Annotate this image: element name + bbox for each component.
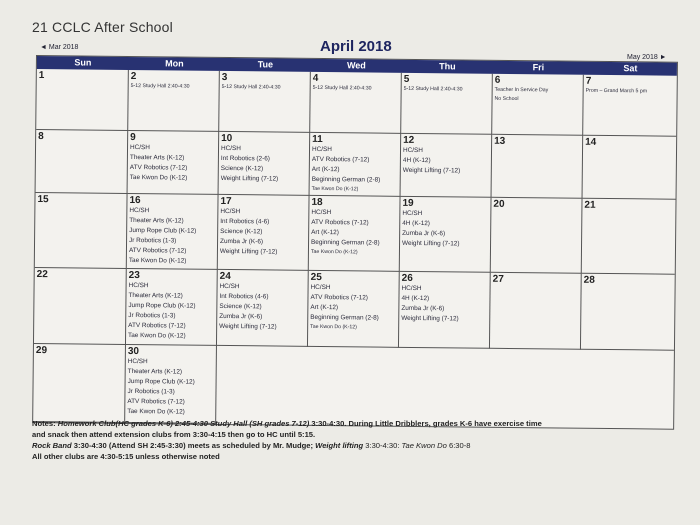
event-item: ATV Robotics (7-12) — [128, 246, 187, 255]
day-cell-6[interactable] — [492, 74, 584, 136]
event-item: Teacher In Service Day — [494, 86, 549, 94]
event-item: 4H (K-12) — [402, 156, 431, 165]
event-item: Weight Lifting (7-12) — [401, 314, 459, 323]
event-item: Tae Kwon Do (K-12) — [310, 248, 358, 256]
empty-cell — [489, 349, 581, 428]
day-cell-19[interactable] — [400, 197, 492, 273]
day-number: 17 — [220, 195, 232, 208]
event-item: Theater Arts (K-12) — [129, 153, 185, 162]
empty-cell — [307, 347, 399, 426]
day-cell-30[interactable] — [125, 345, 217, 424]
event-item: HC/SH — [402, 146, 423, 155]
day-cell-21[interactable] — [582, 199, 676, 275]
day-cell-1[interactable] — [36, 69, 129, 131]
day-cell-22[interactable] — [34, 268, 127, 345]
day-number: 14 — [585, 136, 597, 148]
day-number: 15 — [37, 194, 49, 206]
event-item: Science (K-12) — [220, 164, 264, 173]
event-item: Tae Kwon Do (K-12) — [311, 185, 359, 193]
day-cell-8[interactable] — [36, 130, 129, 194]
event-item: HC/SH — [402, 209, 423, 218]
day-cell-12[interactable] — [401, 134, 493, 198]
event-item: Jr Robotics (1-3) — [128, 311, 176, 320]
day-cell-26[interactable] — [399, 272, 491, 349]
day-cell-27[interactable] — [490, 273, 582, 350]
day-number: 2 — [130, 70, 137, 83]
day-number: 27 — [492, 273, 504, 285]
event-item: Zumba Jr (K-6) — [219, 312, 263, 321]
empty-cell — [580, 350, 674, 429]
day-cell-14[interactable] — [583, 136, 677, 200]
day-number: 9 — [130, 131, 136, 144]
event-item: HC/SH — [220, 207, 241, 216]
event-item: Weight Lifting (7-12) — [219, 322, 277, 331]
event-item: Theater Arts (K-12) — [127, 367, 183, 376]
day-cell-4[interactable] — [310, 72, 402, 134]
tae-kwon-do-label: Tae Kwon Do — [401, 441, 447, 450]
day-cell-24[interactable] — [217, 270, 309, 347]
day-number: 1 — [38, 70, 45, 82]
day-cell-10[interactable] — [219, 132, 311, 196]
notes-line-2-text: and snack then attend extension clubs from 3:30-4:15 then go to HC until 5:15. — [32, 430, 316, 439]
event-item: Beginning German (2-8) — [311, 175, 381, 184]
event-item: Int Robotics (2-6) — [220, 154, 270, 163]
notes-line-1-rest: 3:30-4:30. During Little Dribblers, grades K-6 have exercise time — [309, 419, 542, 428]
event-item: Art (K-12) — [311, 165, 340, 174]
day-number: 3 — [221, 71, 228, 84]
weekday-sun: Sun — [74, 57, 92, 68]
event-item: 5-12 Study Hall 2:40-4:30 — [403, 85, 463, 93]
day-cell-15[interactable] — [35, 193, 128, 269]
event-item: Tae Kwon Do (K-12) — [310, 323, 357, 331]
weekday-mon: Mon — [165, 58, 184, 69]
notes-line-4-text: All other clubs are 4:30-5:15 unless otherwise noted — [32, 452, 220, 461]
event-item: HC/SH — [220, 144, 241, 153]
notes-line-2 — [32, 429, 682, 440]
event-item: HC/SH — [129, 143, 150, 152]
event-item: ATV Robotics (7-12) — [311, 155, 370, 164]
day-number: 19 — [402, 197, 414, 209]
event-item: Jump Rope Club (K-12) — [128, 301, 196, 310]
event-item: Tae Kwon Do (K-12) — [128, 256, 187, 265]
day-number: 12 — [403, 134, 415, 146]
event-item: HC/SH — [311, 208, 332, 217]
day-cell-23[interactable] — [126, 269, 218, 346]
event-item: Tae Kwon Do (K-12) — [129, 173, 188, 182]
day-number: 18 — [311, 196, 323, 209]
event-item: Jump Rope Club (K-12) — [127, 377, 195, 386]
calendar-grid — [32, 55, 678, 430]
event-item: Zumba Jr (K-6) — [220, 237, 264, 246]
event-item: ATV Robotics (7-12) — [127, 397, 185, 406]
day-number: 20 — [493, 198, 505, 210]
day-number: 22 — [36, 269, 48, 281]
event-item: Beginning German (2-8) — [310, 313, 379, 322]
event-item: HC/SH — [127, 357, 148, 366]
weight-lifting-time: 3:30-4:30: — [363, 441, 402, 450]
day-number: 6 — [494, 74, 501, 86]
prev-month-link[interactable]: ◄ Mar 2018 — [40, 44, 79, 51]
day-number: 23 — [128, 269, 140, 282]
event-item: Weight Lifting (7-12) — [402, 166, 461, 175]
event-item: Theater Arts (K-12) — [128, 291, 183, 300]
empty-cell — [398, 348, 490, 427]
event-item: Science (K-12) — [220, 227, 263, 236]
day-cell-29[interactable] — [33, 344, 126, 423]
day-number: 5 — [403, 73, 410, 85]
event-item: Prom – Grand March 5 pm — [585, 87, 648, 95]
event-item: Weight Lifting (7-12) — [219, 247, 278, 256]
event-item: Weight Lifting (7-12) — [402, 239, 460, 248]
day-number: 13 — [494, 135, 506, 147]
day-number: 25 — [310, 271, 322, 284]
weekday-thu: Thu — [439, 61, 456, 72]
day-number: 16 — [129, 194, 141, 207]
day-cell-20[interactable] — [491, 198, 583, 274]
day-cell-17[interactable] — [218, 195, 310, 271]
event-item: Beginning German (2-8) — [311, 238, 380, 247]
event-item: Jump Rope Club (K-12) — [129, 226, 197, 235]
event-item: Tae Kwon Do (K-12) — [127, 407, 185, 416]
tae-kwon-do-time: 6:30-8 — [446, 441, 471, 450]
event-item: Zumba Jr (K-6) — [401, 304, 445, 313]
event-item: Jr Robotics (1-3) — [127, 387, 175, 396]
weight-lifting-label: Weight lifting — [315, 441, 364, 450]
rock-band-label: Rock Band — [32, 441, 72, 450]
day-number: 29 — [35, 345, 48, 357]
notes-section — [32, 418, 682, 462]
event-item: 4H (K-12) — [401, 294, 430, 303]
event-item: 5-12 Study Hall 2:40-4:30 — [130, 82, 190, 90]
notes-line-3 — [32, 440, 682, 451]
event-item: HC/SH — [128, 281, 149, 290]
day-cell-7[interactable] — [583, 75, 677, 137]
day-number: 4 — [312, 72, 319, 84]
event-item: ATV Robotics (7-12) — [310, 293, 368, 302]
day-cell-28[interactable] — [581, 274, 675, 351]
event-item: 4H (K-12) — [402, 219, 430, 228]
event-item: Jr Robotics (1-3) — [129, 236, 177, 245]
day-cell-18[interactable] — [309, 196, 401, 272]
day-number: 26 — [401, 272, 413, 284]
day-number: 24 — [219, 270, 231, 283]
event-item: ATV Robotics (7-12) — [129, 163, 188, 172]
event-item: Weight Lifting (7-12) — [220, 174, 279, 183]
event-item: ATV Robotics (7-12) — [128, 321, 186, 330]
day-number: 10 — [221, 132, 233, 145]
event-item: HC/SH — [311, 145, 332, 154]
weekday-fri: Fri — [532, 62, 545, 73]
day-cell-3[interactable] — [219, 71, 311, 133]
school-title: 21 CCLC After School — [32, 19, 173, 35]
homework-club-note: Homework Club(HC grades K-6) 2:45-4:30 Study Hall (SH grades 7-12) — [57, 419, 310, 428]
month-title: April 2018 — [320, 38, 392, 55]
empty-cell — [216, 346, 308, 425]
day-cell-25[interactable] — [308, 271, 400, 348]
event-item: Theater Arts (K-12) — [129, 216, 184, 225]
event-item: Tae Kwon Do (K-12) — [128, 331, 186, 340]
day-number: 21 — [584, 199, 596, 211]
rock-band-note: 3:30-4:30 (Attend SH 2:45-3:30) meets as scheduled by Mr. Mudge; — [71, 441, 316, 450]
event-item: HC/SH — [219, 282, 240, 291]
notes-label: Notes: — [32, 419, 58, 428]
event-item: 5-12 Study Hall 2:40-4:30 — [312, 84, 372, 92]
notes-line-4 — [32, 451, 682, 462]
event-item: HC/SH — [310, 283, 331, 292]
event-item: Int Robotics (4-6) — [220, 217, 270, 226]
event-item: Art (K-12) — [311, 228, 339, 237]
day-number: 11 — [312, 133, 323, 146]
weekday-sat: Sat — [623, 63, 638, 74]
event-item: Art (K-12) — [310, 303, 339, 312]
next-month-link[interactable]: May 2018 ► — [627, 54, 667, 61]
day-cell-9[interactable] — [128, 131, 220, 195]
event-item: 5-12 Study Hall 2:40-4:30 — [221, 83, 281, 91]
day-number: 8 — [38, 131, 44, 143]
day-number: 28 — [583, 274, 595, 286]
event-item: Zumba Jr (K-6) — [402, 229, 446, 238]
event-item: No School — [494, 95, 519, 103]
event-item: ATV Robotics (7-12) — [311, 218, 369, 227]
event-item: Science (K-12) — [219, 302, 262, 311]
day-number: 7 — [585, 75, 592, 87]
day-cell-5[interactable] — [401, 73, 493, 135]
event-item: HC/SH — [401, 284, 422, 293]
event-item: HC/SH — [129, 206, 150, 215]
day-cell-16[interactable] — [127, 194, 219, 270]
day-number: 30 — [127, 345, 140, 358]
day-cell-2[interactable] — [128, 70, 220, 132]
weekday-tue: Tue — [257, 59, 274, 70]
day-cell-11[interactable] — [310, 133, 402, 197]
notes-line-1 — [32, 418, 682, 429]
event-item: Int Robotics (4-6) — [219, 292, 269, 301]
weekday-wed: Wed — [346, 60, 366, 71]
day-cell-13[interactable] — [492, 135, 584, 199]
